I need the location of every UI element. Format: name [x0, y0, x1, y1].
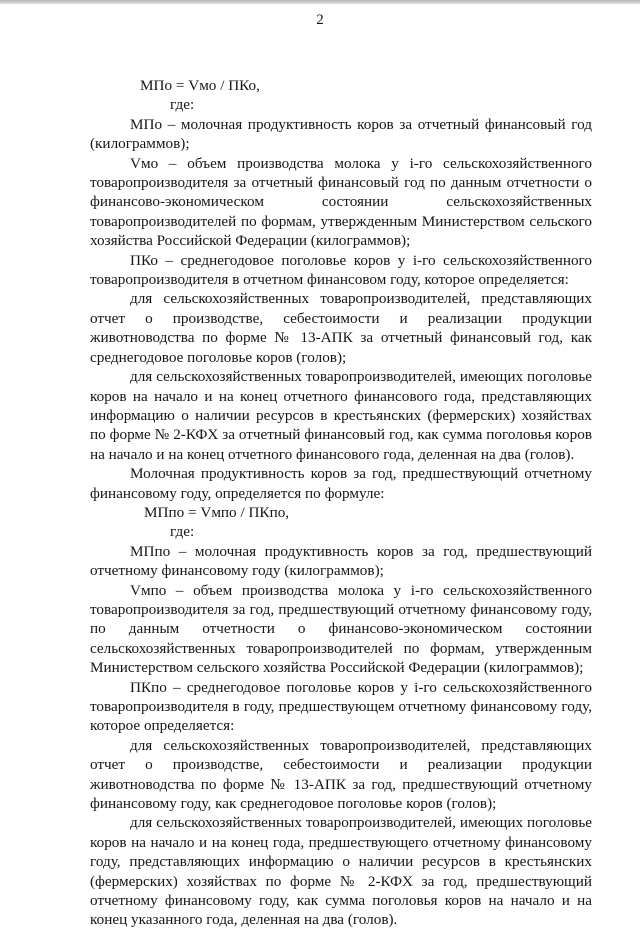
definition-vmpo: Vмпо – объем производства молока у i-го сельскохозяйственного товаропроизводителя за год, предшествующий отчетному финансовому году, по данным отчетности о финансово-экономическом состоянии сельскохозяйственных товаропроизводителей по формам, утвержденным Министерством сельского хозяйства Российской Федерации (килограммов);	[90, 581, 592, 677]
scan-edge	[0, 0, 640, 4]
where-label-2: где:	[170, 523, 195, 541]
page-number: 2	[316, 12, 324, 28]
definition-pkpo: ПКпо – среднегодовое поголовье коров у i-го сельскохозяйственного товаропроизводителя в году, предшествующем отчетному финансовому году, которое определяется:	[90, 678, 592, 735]
document-body	[90, 76, 592, 930]
formula-current-year: МПо = Vмо / ПКо,	[140, 77, 260, 94]
pkpo-item-1: для сельскохозяйственных товаропроизводителей, представляющих отчет о производстве, себестоимости и реализации продукции животноводства по форме № 13-АПК за год, предшествующий отчетному финансовому году, как среднегодовое поголовье коров (голов);	[90, 736, 592, 813]
prev-year-intro: Молочная продуктивность коров за год, предшествующий отчетному финансовому году, определяется по формуле:	[90, 465, 592, 502]
pko-item-1: для сельскохозяйственных товаропроизводителей, представляющих отчет о производстве, себестоимости и реализации продукции животноводства по форме № 13-АПК за отчетный финансовый год, как среднегодовое поголовье коров (голов);	[90, 290, 592, 366]
formula-previous-year: МПпо = Vмпо / ПКпо,	[144, 503, 290, 521]
definition-mppo: МПпо – молочная продуктивность коров за год, предшествующий отчетному финансовому году (килограммов);	[90, 542, 592, 580]
pkpo-item-2: для сельскохозяйственных товаропроизводителей, имеющих поголовье коров на начало и на конец года, предшествующего отчетному финансовому году, представляющих информацию о наличии ресурсов в крестьянских (фермерских) хозяйствах по форме № 2-КФХ за год, предшествующий отчетному финансовому году, как сумма поголовья коров на начало и на конец указанного года, деленная на два (голов).	[90, 814, 592, 929]
definition-mpo: МПо – молочная продуктивность коров за отчетный финансовый год (килограммов);	[90, 115, 592, 153]
definition-pko: ПКо – среднегодовое поголовье коров у i-го сельскохозяйственного товаропроизводителя в отчетном финансовом году, которое определяется:	[90, 251, 592, 289]
where-label: где:	[170, 96, 195, 114]
definition-vmo: Vмо – объем производства молока у i-го сельскохозяйственного товаропроизводителя за отчетный финансовый год по данным отчетности о финансово-экономическом состоянии сельскохозяйственных товаропроизводителей по формам, утвержденным Министерством сельского хозяйства Российской Федерации (килограммов);	[90, 154, 592, 250]
pko-item-2: для сельскохозяйственных товаропроизводителей, имеющих поголовье коров на начало и на конец отчетного финансового года, представляющих информацию о наличии ресурсов в крестьянских (фермерских) хозяйствах по форме № 2-КФХ за отчетный финансовый год, как сумма поголовья коров на начало и на конец отчетного финансового года, деленная на два (голов).	[90, 368, 592, 463]
